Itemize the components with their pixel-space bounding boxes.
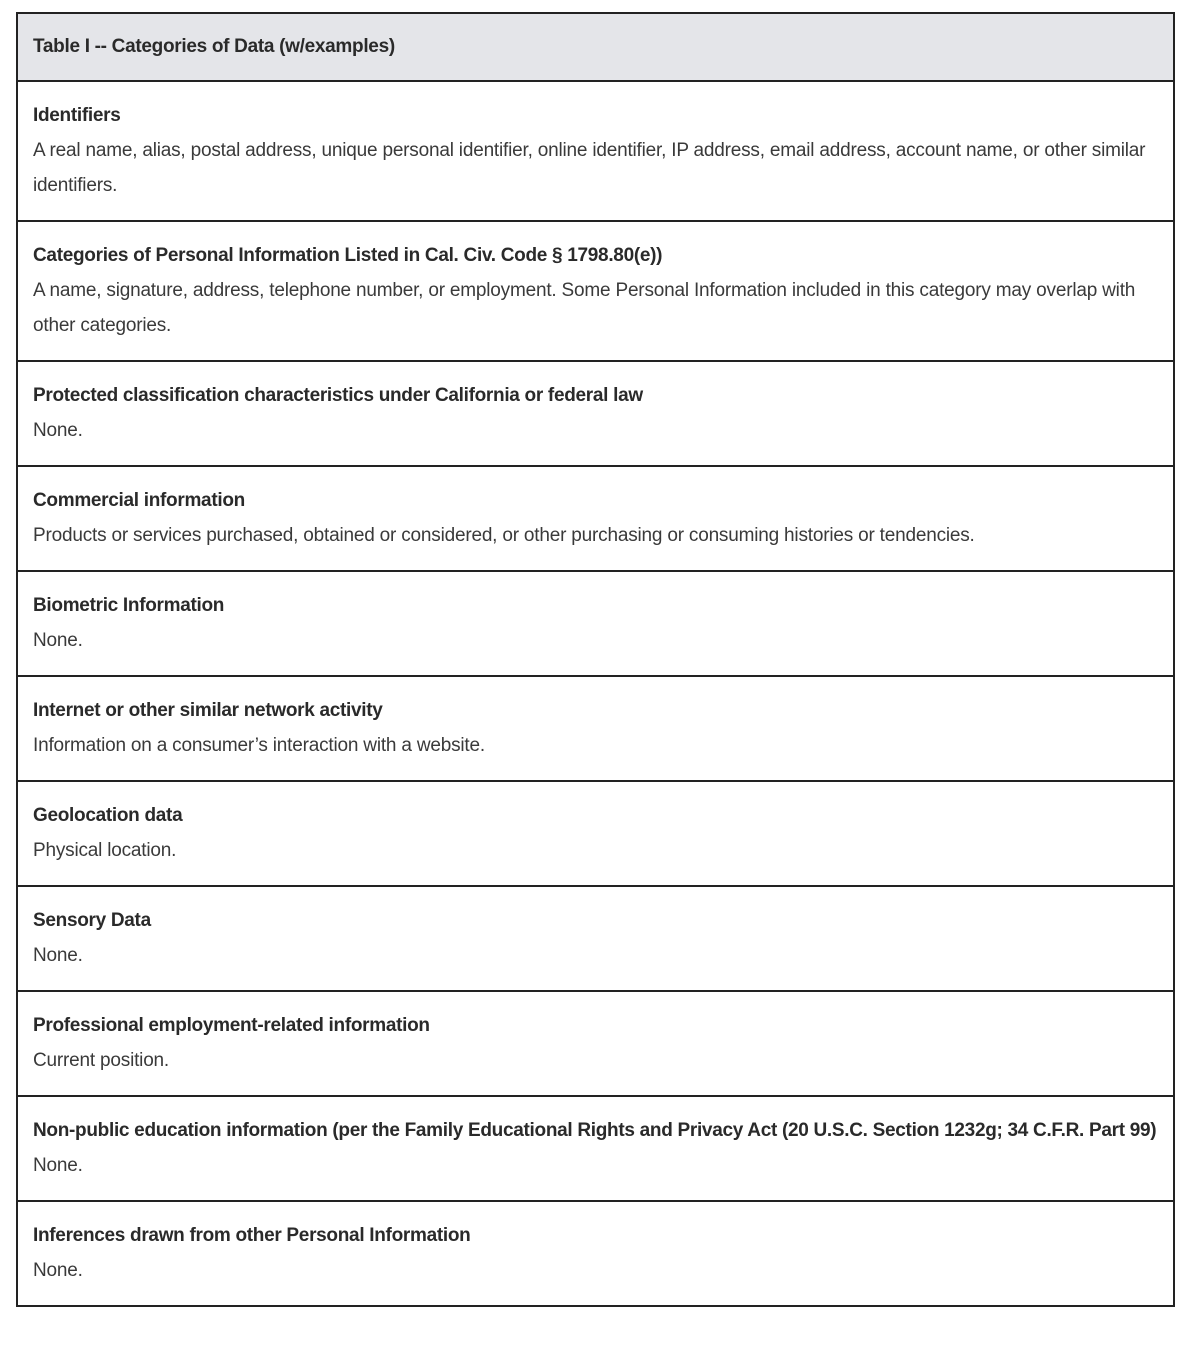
category-examples: A real name, alias, postal address, unique personal identifier, online identifier, IP address, email address, account name, or other similar identifiers. [33, 140, 1146, 196]
table-row-education-information [18, 1097, 1173, 1202]
table-row-cal-civ-code [18, 222, 1173, 362]
category-examples: Information on a consumer’s interaction with a website. [33, 735, 485, 756]
category-examples: None. [33, 420, 83, 441]
category-title: Internet or other similar network activity [33, 700, 383, 721]
table-row-sensory-data [18, 887, 1173, 992]
table-row-inferences [18, 1202, 1173, 1305]
category-title: Protected classification characteristics under California or federal law [33, 385, 643, 406]
category-examples: Current position. [33, 1050, 170, 1071]
category-title: Identifiers [33, 105, 121, 126]
category-examples: None. [33, 1260, 83, 1281]
category-title: Geolocation data [33, 805, 183, 826]
category-examples: A name, signature, address, telephone number, or employment. Some Personal Information included in this category may overlap with other categories. [33, 280, 1136, 336]
category-title: Non-public education information (per the Family Educational Rights and Privacy Act (20 U.S.C. Section 1232g; 34 C.F.R. Part 99) [33, 1120, 1157, 1141]
table-row-identifiers [18, 82, 1173, 222]
category-title: Commercial information [33, 490, 245, 511]
table-header [18, 14, 1173, 82]
category-examples: Physical location. [33, 840, 177, 861]
table-row-network-activity [18, 677, 1173, 782]
category-title: Inferences drawn from other Personal Information [33, 1225, 471, 1246]
category-examples: None. [33, 1155, 83, 1176]
table-title: Table I -- Categories of Data (w/examples) [33, 36, 395, 57]
category-examples: None. [33, 945, 83, 966]
category-examples: None. [33, 630, 83, 651]
table-row-biometric-information [18, 572, 1173, 677]
table-row-protected-classification [18, 362, 1173, 467]
category-title: Sensory Data [33, 910, 151, 931]
category-examples: Products or services purchased, obtained or considered, or other purchasing or consuming histories or tendencies. [33, 525, 975, 546]
category-title: Biometric Information [33, 595, 225, 616]
category-title: Categories of Personal Information Listed in Cal. Civ. Code § 1798.80(e)) [33, 245, 663, 266]
category-title: Professional employment-related information [33, 1015, 430, 1036]
table-row-geolocation-data [18, 782, 1173, 887]
categories-of-data-table [16, 12, 1175, 1307]
table-row-commercial-information [18, 467, 1173, 572]
table-row-professional-employment [18, 992, 1173, 1097]
